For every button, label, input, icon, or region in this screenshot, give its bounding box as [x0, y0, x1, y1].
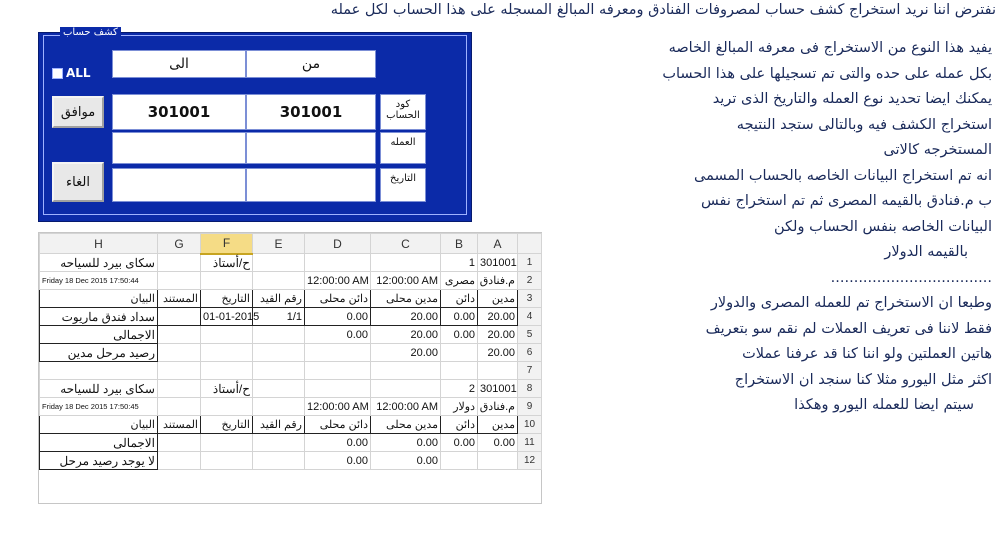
table-row: [40, 380, 542, 398]
cell-a1[interactable]: 301001: [478, 254, 518, 272]
cell-b5[interactable]: 0.00: [441, 326, 478, 344]
cell-f6[interactable]: [201, 344, 253, 362]
cell-e11[interactable]: [253, 434, 305, 452]
checkbox-box[interactable]: [52, 68, 63, 79]
account-from-input[interactable]: 301001: [246, 94, 376, 130]
cell-d12[interactable]: 0.00: [305, 452, 371, 470]
paragraph-line: المستخرجه كالاتى: [883, 142, 992, 158]
cell-a5[interactable]: 20.00: [478, 326, 518, 344]
cell-b12[interactable]: [441, 452, 478, 470]
column-header-c[interactable]: C: [371, 234, 441, 254]
cell-g10[interactable]: المستند: [158, 416, 201, 434]
cell-h1[interactable]: سكاى بيرد للسياحه: [40, 254, 158, 272]
cell-f10[interactable]: التاريخ: [201, 416, 253, 434]
cell-h2[interactable]: Friday 18 Dec 2015 17:50:44: [40, 272, 158, 290]
row-number[interactable]: 1: [518, 254, 542, 272]
cell-f12[interactable]: [201, 452, 253, 470]
cell-f2[interactable]: [201, 272, 253, 290]
paragraph-line: بكل عمله على حده والتى تم تسجيلها على هذا الحساب: [662, 65, 992, 82]
paragraph-line: وطبعا ان الاستخراج تم للعمله المصرى والدولار: [710, 295, 992, 311]
table-row: [40, 344, 542, 362]
account-statement-dialog: [38, 27, 472, 222]
cell-b10[interactable]: دائن: [441, 416, 478, 434]
paragraph-line: اكثر مثل اليورو مثلا كنا سنجد ان الاستخراج: [734, 371, 992, 388]
cell-c7[interactable]: [371, 362, 441, 380]
row-number[interactable]: 9: [518, 398, 542, 416]
cancel-button[interactable]: الغاء: [52, 162, 104, 202]
table-row: [40, 308, 542, 326]
cell-g6[interactable]: [158, 344, 201, 362]
paragraph-line: فقط لاننا فى تعريف العملات لم نقم سو بتعريف: [705, 320, 992, 337]
cell-c11[interactable]: 0.00: [371, 434, 441, 452]
cell-e8[interactable]: [253, 380, 305, 398]
column-header-row: [40, 234, 542, 254]
cell-d8[interactable]: [305, 380, 371, 398]
cell-b7[interactable]: [441, 362, 478, 380]
cell-a11[interactable]: 0.00: [478, 434, 518, 452]
cell-b9[interactable]: دولار: [441, 398, 478, 416]
cell-a10[interactable]: مدين: [478, 416, 518, 434]
cell-h7[interactable]: [40, 362, 158, 380]
all-label: ALL: [66, 66, 91, 80]
cell-d5[interactable]: 0.00: [305, 326, 371, 344]
paragraph-line: هاتين العملتين ولو اننا كنا قد عرفنا عملات: [742, 346, 992, 362]
cell-h12[interactable]: لا يوجد رصيد مرحل: [40, 452, 158, 470]
cell-e9[interactable]: [253, 398, 305, 416]
date-to-input[interactable]: [112, 168, 246, 202]
cell-d2[interactable]: 12:00:00 AM: [305, 272, 371, 290]
header-from: من: [246, 50, 376, 78]
cell-a7[interactable]: [478, 362, 518, 380]
cell-a3[interactable]: مدين: [478, 290, 518, 308]
cell-b2[interactable]: مصرى: [441, 272, 478, 290]
paragraph-line: سيتم ايضا للعمله اليورو وهكذا: [794, 397, 974, 413]
cell-h9[interactable]: Friday 18 Dec 2015 17:50:45: [40, 398, 158, 416]
cell-c6[interactable]: 20.00: [371, 344, 441, 362]
row-number[interactable]: 8: [518, 380, 542, 398]
paragraph-line: استخراج الكشف فيه وبالتالى ستجد النتيجه: [736, 116, 992, 133]
account-to-input[interactable]: 301001: [112, 94, 246, 130]
column-header-b[interactable]: B: [441, 234, 478, 254]
paragraph-dots: ...................................: [830, 269, 992, 286]
cell-g8[interactable]: [158, 380, 201, 398]
spreadsheet: [38, 232, 542, 504]
cell-d11[interactable]: 0.00: [305, 434, 371, 452]
cell-e12[interactable]: [253, 452, 305, 470]
column-header-g[interactable]: G: [158, 234, 201, 254]
intro-line: نفترض اننا نريد استخراج كشف حساب لمصروفات الفنادق ومعرفه المبالغ المسجله على هذا الحساب لكل عمله: [330, 2, 996, 18]
cell-g1[interactable]: [158, 254, 201, 272]
row-number[interactable]: 2: [518, 272, 542, 290]
row-number[interactable]: 3: [518, 290, 542, 308]
cell-d4[interactable]: 0.00: [305, 308, 371, 326]
cell-f5[interactable]: [201, 326, 253, 344]
cell-e1[interactable]: [253, 254, 305, 272]
table-row: [40, 452, 542, 470]
cell-e2[interactable]: [253, 272, 305, 290]
dialog-title: كشف حساب: [60, 27, 121, 38]
column-header-d[interactable]: D: [305, 234, 371, 254]
cell-e3[interactable]: رقم القيد: [253, 290, 305, 308]
all-checkbox[interactable]: [52, 66, 91, 80]
cell-h3[interactable]: البيان: [40, 290, 158, 308]
cell-b8[interactable]: 2: [441, 380, 478, 398]
cell-g12[interactable]: [158, 452, 201, 470]
cell-f7[interactable]: [201, 362, 253, 380]
table-row: [40, 416, 542, 434]
cell-a2[interactable]: م.فنادق: [478, 272, 518, 290]
cell-c12[interactable]: 0.00: [371, 452, 441, 470]
row-number[interactable]: 6: [518, 344, 542, 362]
row-number[interactable]: 10: [518, 416, 542, 434]
paragraph-line: البيانات الخاصه بنفس الحساب ولكن: [774, 218, 992, 235]
currency-label: العمله: [380, 132, 426, 164]
cell-e4[interactable]: 1/1: [253, 308, 305, 326]
cell-e10[interactable]: رقم القيد: [253, 416, 305, 434]
cell-f1[interactable]: ح/أستاذ: [201, 254, 253, 272]
cell-h6[interactable]: رصيد مرحل مدين: [40, 344, 158, 362]
cell-f3[interactable]: التاريخ: [201, 290, 253, 308]
cell-c10[interactable]: مدين محلى: [371, 416, 441, 434]
cell-d3[interactable]: دائن محلى: [305, 290, 371, 308]
cell-h10[interactable]: البيان: [40, 416, 158, 434]
table-row: [40, 272, 542, 290]
cell-g2[interactable]: [158, 272, 201, 290]
cell-c8[interactable]: [371, 380, 441, 398]
cell-c4[interactable]: 20.00: [371, 308, 441, 326]
cell-g9[interactable]: [158, 398, 201, 416]
ok-button[interactable]: موافق: [52, 96, 104, 128]
cell-f8[interactable]: ح/أستاذ: [201, 380, 253, 398]
cell-c1[interactable]: [371, 254, 441, 272]
cell-c2[interactable]: 12:00:00 AM: [371, 272, 441, 290]
cell-d9[interactable]: 12:00:00 AM: [305, 398, 371, 416]
row-number[interactable]: 7: [518, 362, 542, 380]
column-header-a[interactable]: A: [478, 234, 518, 254]
cell-b11[interactable]: 0.00: [441, 434, 478, 452]
column-header-f[interactable]: F: [201, 234, 253, 254]
cell-f4[interactable]: 01-01-2015: [201, 308, 253, 326]
row-number[interactable]: 11: [518, 434, 542, 452]
date-from-input[interactable]: [246, 168, 376, 202]
cell-b1[interactable]: 1: [441, 254, 478, 272]
cell-h5[interactable]: الاجمالى: [40, 326, 158, 344]
table-row: [40, 254, 542, 272]
currency-to-input[interactable]: [112, 132, 246, 164]
currency-from-input[interactable]: [246, 132, 376, 164]
cell-b3[interactable]: دائن: [441, 290, 478, 308]
cell-d10[interactable]: دائن محلى: [305, 416, 371, 434]
column-header-e[interactable]: E: [253, 234, 305, 254]
table-row: [40, 290, 542, 308]
cell-g3[interactable]: المستند: [158, 290, 201, 308]
cell-a6[interactable]: 20.00: [478, 344, 518, 362]
cell-b6[interactable]: [441, 344, 478, 362]
paragraph-line: ب م.فنادق بالقيمه المصرى ثم تم استخراج نفس: [701, 193, 992, 209]
cell-a4[interactable]: 20.00: [478, 308, 518, 326]
cell-h8[interactable]: سكاى بيرد للسياحه: [40, 380, 158, 398]
cell-e5[interactable]: [253, 326, 305, 344]
cell-e7[interactable]: [253, 362, 305, 380]
cell-h4[interactable]: سداد فندق ماريوت: [40, 308, 158, 326]
table-row: [40, 398, 542, 416]
dialog-frame: [43, 27, 467, 215]
table-row: [40, 362, 542, 380]
column-header-h[interactable]: H: [40, 234, 158, 254]
cell-b4[interactable]: 0.00: [441, 308, 478, 326]
cell-d6[interactable]: [305, 344, 371, 362]
account-code-label: كود الحساب: [380, 94, 426, 130]
row-number[interactable]: 5: [518, 326, 542, 344]
paragraph-line: انه تم استخراج البيانات الخاصه بالحساب المسمى: [694, 167, 992, 184]
cell-a8[interactable]: 301001: [478, 380, 518, 398]
paragraph-line: يفيد هذا النوع من الاستخراج فى معرفه المبالغ الخاصه: [668, 40, 992, 56]
paragraph-line: يمكنك ايضا تحديد نوع العمله والتاريخ الذى تريد: [712, 91, 992, 107]
cell-g11[interactable]: [158, 434, 201, 452]
cell-e6[interactable]: [253, 344, 305, 362]
header-to: الى: [112, 50, 246, 78]
row-number[interactable]: 12: [518, 452, 542, 470]
cell-g5[interactable]: [158, 326, 201, 344]
cell-c9[interactable]: 12:00:00 AM: [371, 398, 441, 416]
date-label: التاريخ: [380, 168, 426, 202]
cell-a9[interactable]: م.فنادق: [478, 398, 518, 416]
cell-g7[interactable]: [158, 362, 201, 380]
table-row: [40, 434, 542, 452]
cell-d7[interactable]: [305, 362, 371, 380]
cell-f9[interactable]: [201, 398, 253, 416]
cell-d1[interactable]: [305, 254, 371, 272]
cell-c3[interactable]: مدين محلى: [371, 290, 441, 308]
cell-h11[interactable]: الاجمالى: [40, 434, 158, 452]
spreadsheet-grid: [39, 233, 542, 470]
paragraph-line: بالقيمه الدولار: [884, 244, 968, 260]
cell-f11[interactable]: [201, 434, 253, 452]
cell-g4[interactable]: [158, 308, 201, 326]
row-number[interactable]: 4: [518, 308, 542, 326]
table-row: [40, 326, 542, 344]
explanation-paragraph: [478, 36, 992, 419]
select-all-corner[interactable]: [518, 234, 542, 254]
cell-c5[interactable]: 20.00: [371, 326, 441, 344]
cell-a12[interactable]: [478, 452, 518, 470]
